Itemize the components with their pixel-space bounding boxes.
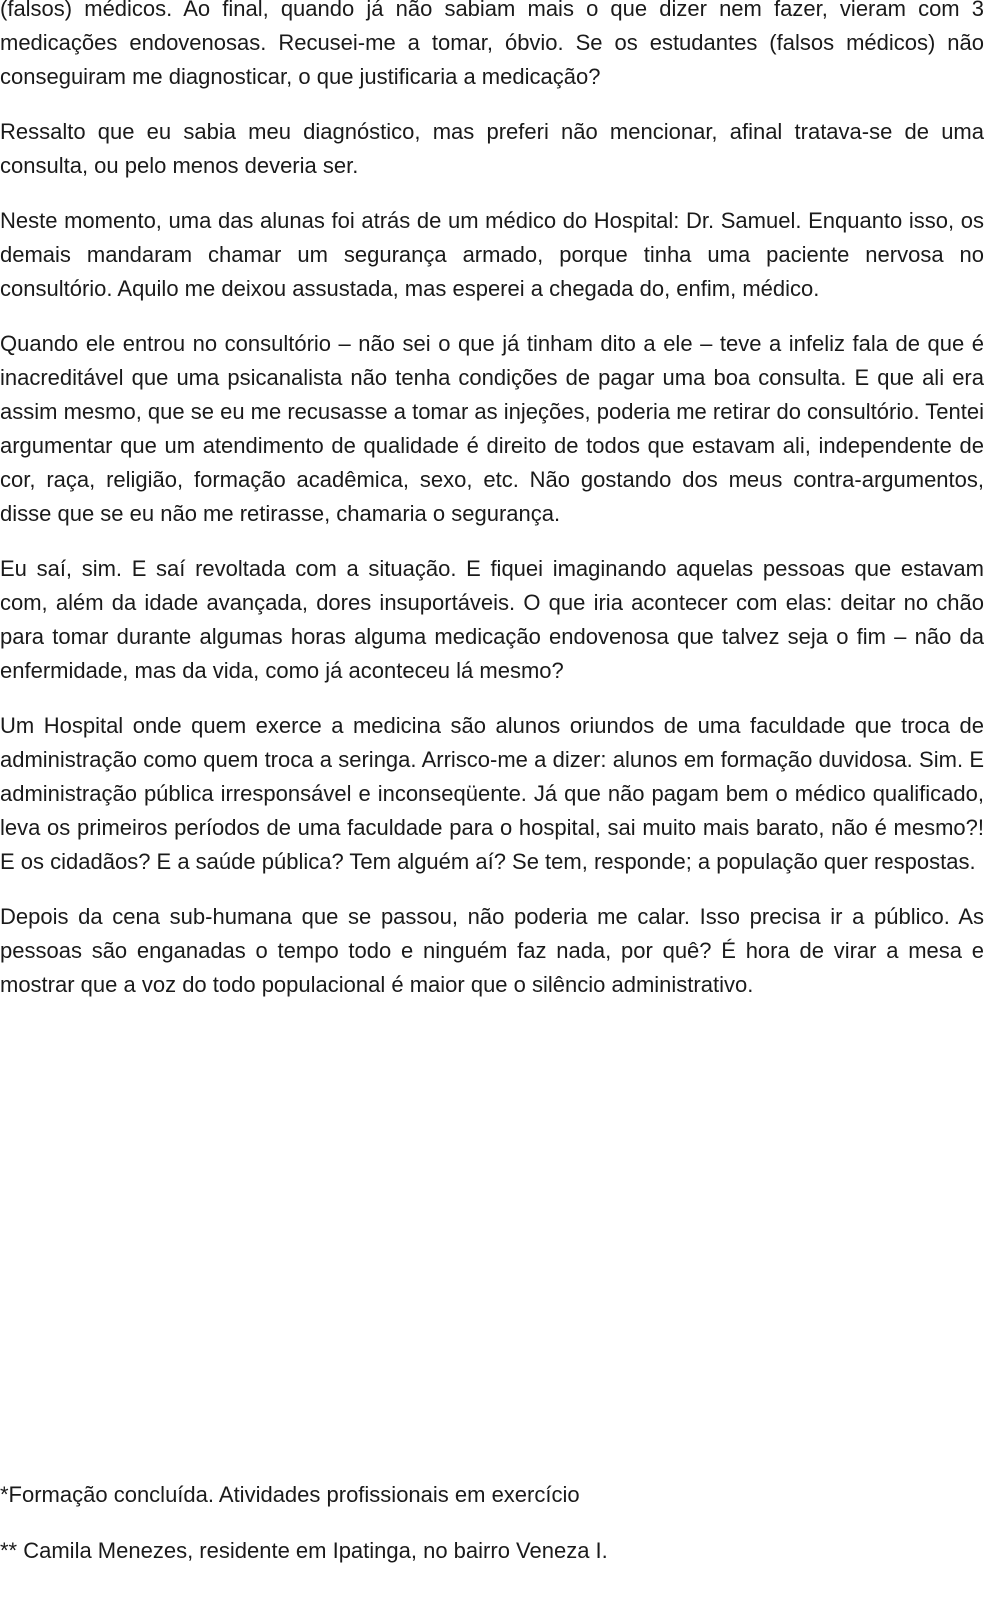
paragraph-1: (falsos) médicos. Ao final, quando já não sabiam mais o que dizer nem fazer, vieram com 3 medicações endovenosas. Recusei-me a tomar, óbvio. Se os estudantes (falsos médicos) não conseguiram me diagnosticar, o que justificaria a medicação? <box>0 0 984 89</box>
footnote-1: *Formação concluída. Atividades profissionais em exercício <box>0 1482 580 1507</box>
footnote-2: ** Camila Menezes, residente em Ipatinga, no bairro Veneza I. <box>0 1538 608 1563</box>
paragraph-5: Eu saí, sim. E saí revoltada com a situação. E fiquei imaginando aquelas pessoas que estavam com, além da idade avançada, dores insuportáveis. O que iria acontecer com elas: deitar no chão para tomar durante algumas horas alguma medicação endovenosa que talvez seja o fim – não da enfermidade, mas da vida, como já aconteceu lá mesmo? <box>0 556 984 683</box>
paragraph-7: Depois da cena sub-humana que se passou, não poderia me calar. Isso precisa ir a público. As pessoas são enganadas o tempo todo e ninguém faz nada, por quê? É hora de virar a mesa e mostrar que a voz do todo populacional é maior que o silêncio administrativo. <box>0 904 984 997</box>
paragraph-3: Neste momento, uma das alunas foi atrás de um médico do Hospital: Dr. Samuel. Enquanto isso, os demais mandaram chamar um segurança armado, porque tinha uma paciente nervosa no consultório. Aquilo me deixou assustada, mas esperei a chegada do, enfim, médico. <box>0 208 984 301</box>
paragraph-6: Um Hospital onde quem exerce a medicina são alunos oriundos de uma faculdade que troca de administração como quem troca a seringa. Arrisco-me a dizer: alunos em formação duvidosa. Sim. E administração pública irresponsável e inconseqüente. Já que não pagam bem o médico qualificado, leva os primeiros períodos de uma faculdade para o hospital, sai muito mais barato, não é mesmo?! E os cidadãos? E a saúde pública? Tem alguém aí? Se tem, responde; a população quer respostas. <box>0 713 984 874</box>
footnotes <box>0 1478 984 1590</box>
paragraph-4: Quando ele entrou no consultório – não sei o que já tinham dito a ele – teve a infeliz fala de que é inacreditável que uma psicanalista não tenha condições de pagar uma boa consulta. E que ali era assim mesmo, que se eu me recusasse a tomar as injeções, poderia me retirar do consultório. Tentei argumentar que um atendimento de qualidade é direito de todos que estavam ali, independente de cor, raça, religião, formação acadêmica, sexo, etc. Não gostando dos meus contra-argumentos, disse que se eu não me retirasse, chamaria o segurança. <box>0 331 984 526</box>
paragraph-2: Ressalto que eu sabia meu diagnóstico, mas preferi não mencionar, afinal tratava-se de uma consulta, ou pelo menos deveria ser. <box>0 119 984 178</box>
